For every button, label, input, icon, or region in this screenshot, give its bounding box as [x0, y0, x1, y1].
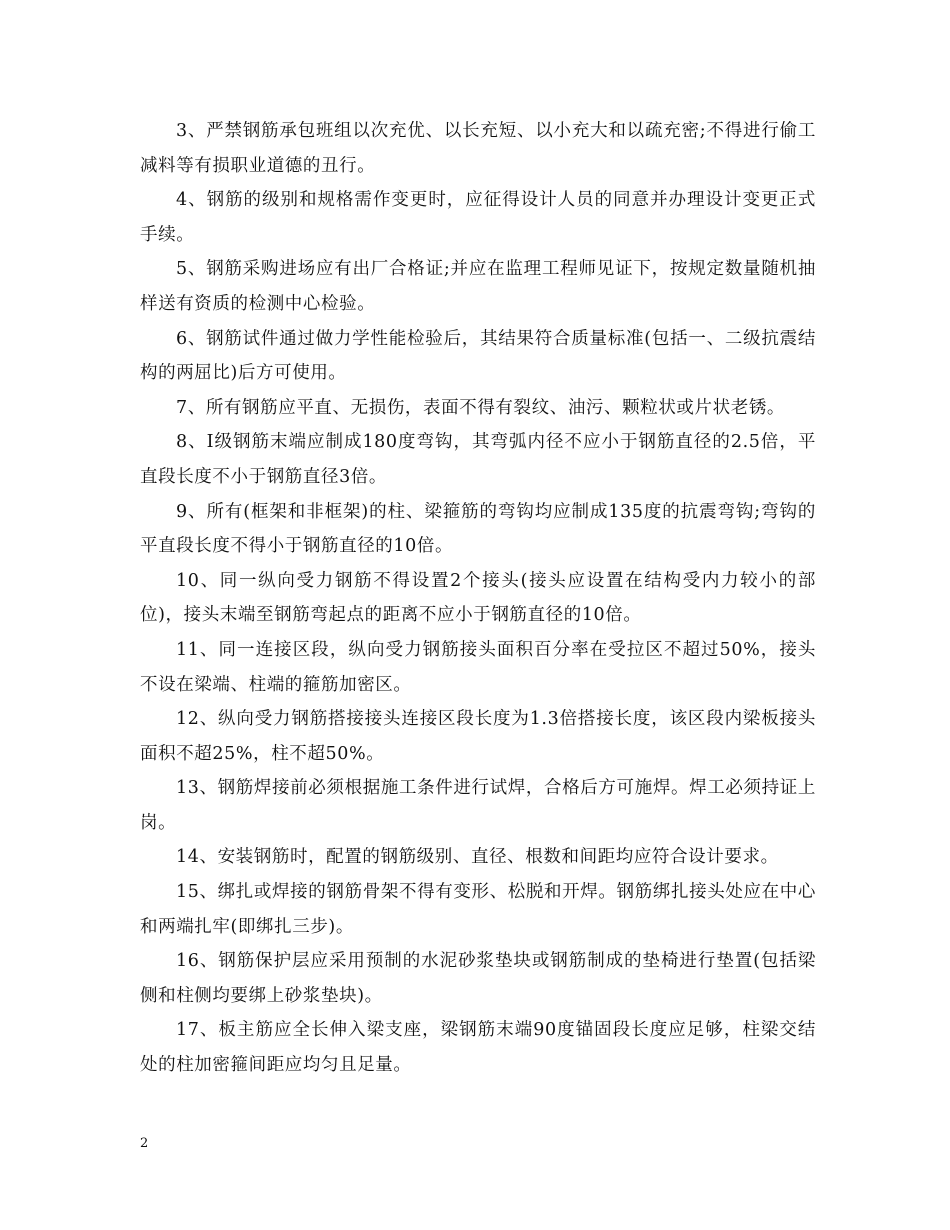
paragraph-item-17: 17、板主筋应全长伸入梁支座，梁钢筋末端90度锚固段长度应足够，柱梁交结处的柱加密箍间距应均匀且足量。: [140, 1020, 816, 1076]
paragraph-item-4: 4、钢筋的级别和规格需作变更时，应征得设计人员的同意并办理设计变更正式手续。: [140, 190, 816, 245]
page-number: 2: [140, 1136, 149, 1151]
body-text: [140, 114, 816, 1083]
paragraph-item-12: 12、纵向受力钢筋搭接接头连接区段长度为1.3倍搭接长度，该区段内梁板接头面积不超25%，柱不超50%。: [140, 709, 816, 764]
paragraph-item-13: 13、钢筋焊接前必须根据施工条件进行试焊，合格后方可施焊。焊工必须持证上岗。: [140, 778, 816, 833]
paragraph-item-11: 11、同一连接区段，纵向受力钢筋接头面积百分率在受拉区不超过50%，接头不设在梁端、柱端的箍筋加密区。: [140, 639, 816, 695]
paragraph-item-9: 9、所有(框架和非框架)的柱、梁箍筋的弯钩均应制成135度的抗震弯钩;弯钩的平直段长度不得小于钢筋直径的10倍。: [140, 501, 816, 557]
paragraph-item-14: 14、安装钢筋时，配置的钢筋级别、直径、根数和间距均应符合设计要求。: [176, 847, 779, 868]
paragraph-item-8: 8、Ⅰ级钢筋末端应制成180度弯钩，其弯弧内径不应小于钢筋直径的2.5倍，平直段长度不小于钢筋直径3倍。: [140, 432, 816, 487]
paragraph-item-3: 3、严禁钢筋承包班组以次充优、以长充短、以小充大和以疏充密;不得进行偷工减料等有损职业道德的丑行。: [140, 121, 816, 176]
paragraph-item-6: 6、钢筋试件通过做力学性能检验后，其结果符合质量标准(包括一、二级抗震结构的两屈比)后方可使用。: [140, 328, 816, 384]
paragraph-item-16: 16、钢筋保护层应采用预制的水泥砂浆垫块或钢筋制成的垫椅进行垫置(包括梁侧和柱侧均要绑上砂浆垫块)。: [140, 951, 816, 1006]
paragraph-item-15: 15、绑扎或焊接的钢筋骨架不得有变形、松脱和开焊。钢筋绑扎接头处应在中心和两端扎牢(即绑扎三步)。: [140, 882, 816, 937]
paragraph-item-5: 5、钢筋采购进场应有出厂合格证;并应在监理工程师见证下，按规定数量随机抽样送有资质的检测中心检验。: [140, 259, 816, 314]
paragraph-item-10: 10、同一纵向受力钢筋不得设置2个接头(接头应设置在结构受内力较小的部位)，接头末端至钢筋弯起点的距离不应小于钢筋直径的10倍。: [140, 570, 816, 626]
paragraph-item-7: 7、所有钢筋应平直、无损伤，表面不得有裂纹、油污、颗粒状或片状老锈。: [176, 397, 786, 418]
